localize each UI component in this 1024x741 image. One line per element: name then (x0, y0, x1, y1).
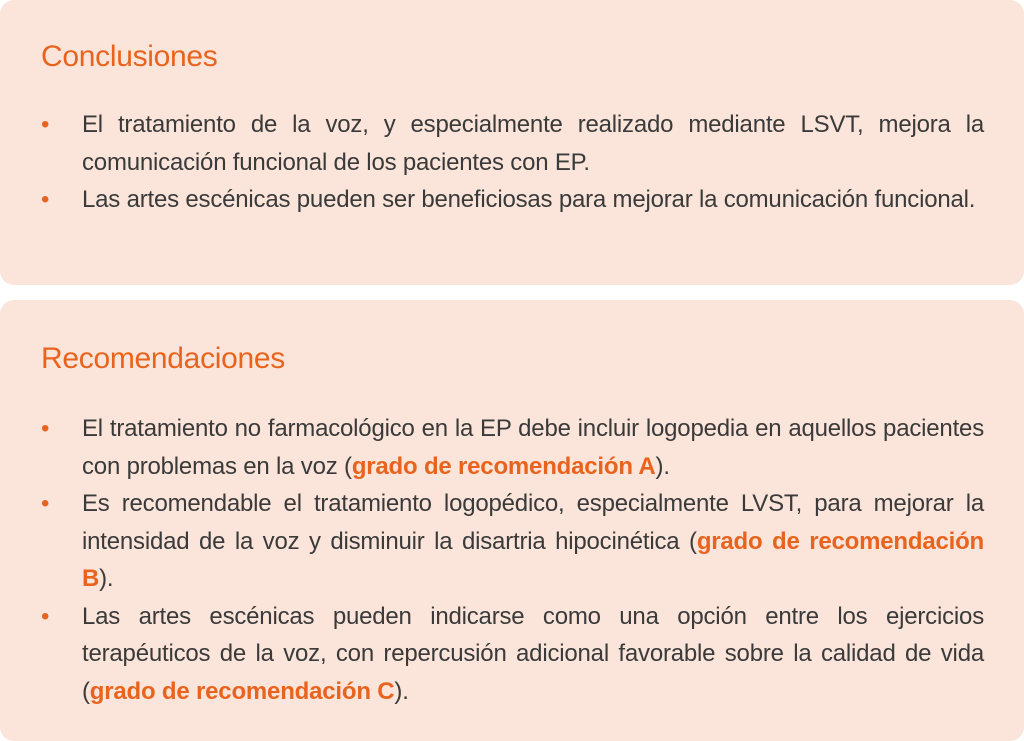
list-item (41, 598, 984, 711)
bullet-icon: • (41, 415, 50, 442)
list-item-text: El tratamiento no farmacológico en la EP debe incluir logopedia en aquellos pacientes con problemas en la voz ( (82, 415, 984, 480)
list-item (41, 181, 984, 219)
list-item-suffix: ). (394, 677, 409, 705)
conclusions-list (41, 106, 984, 219)
list-item-text: Las artes escénicas pueden indicarse como una opción entre los ejercicios terapéuticos de la voz, con repercusión adicional favorable sobre la calidad de vida ( (82, 602, 984, 705)
recommendations-panel (0, 300, 1024, 741)
list-item-suffix: ). (99, 565, 114, 592)
bullet-icon: • (41, 602, 50, 630)
recommendation-grade: grado de recomendación B (82, 527, 984, 592)
list-item-text: Las artes escénicas pueden ser beneficiosas para mejorar la comunicación funcional. (82, 186, 976, 213)
list-item (41, 410, 984, 485)
conclusions-panel (0, 0, 1024, 285)
conclusions-title: Conclusiones (41, 40, 218, 73)
bullet-icon: • (41, 490, 50, 517)
recommendations-title: Recomendaciones (41, 342, 285, 375)
list-item (41, 485, 984, 598)
list-item (41, 106, 984, 181)
list-item-text: El tratamiento de la voz, y especialmente realizado mediante LSVT, mejora la comunicación funcional de los pacientes con EP. (82, 111, 984, 176)
bullet-icon: • (41, 186, 50, 213)
list-item-suffix: ). (655, 452, 670, 480)
recommendation-grade: grado de recomendación C (89, 677, 395, 705)
list-item-text: Es recomendable el tratamiento logopédico, especialmente LVST, para mejorar la intensidad de la voz y disminuir la disartria hipocinética ( (82, 490, 984, 555)
bullet-icon: • (41, 111, 50, 138)
recommendations-list (41, 410, 984, 710)
recommendation-grade: grado de recomendación A (351, 452, 656, 480)
